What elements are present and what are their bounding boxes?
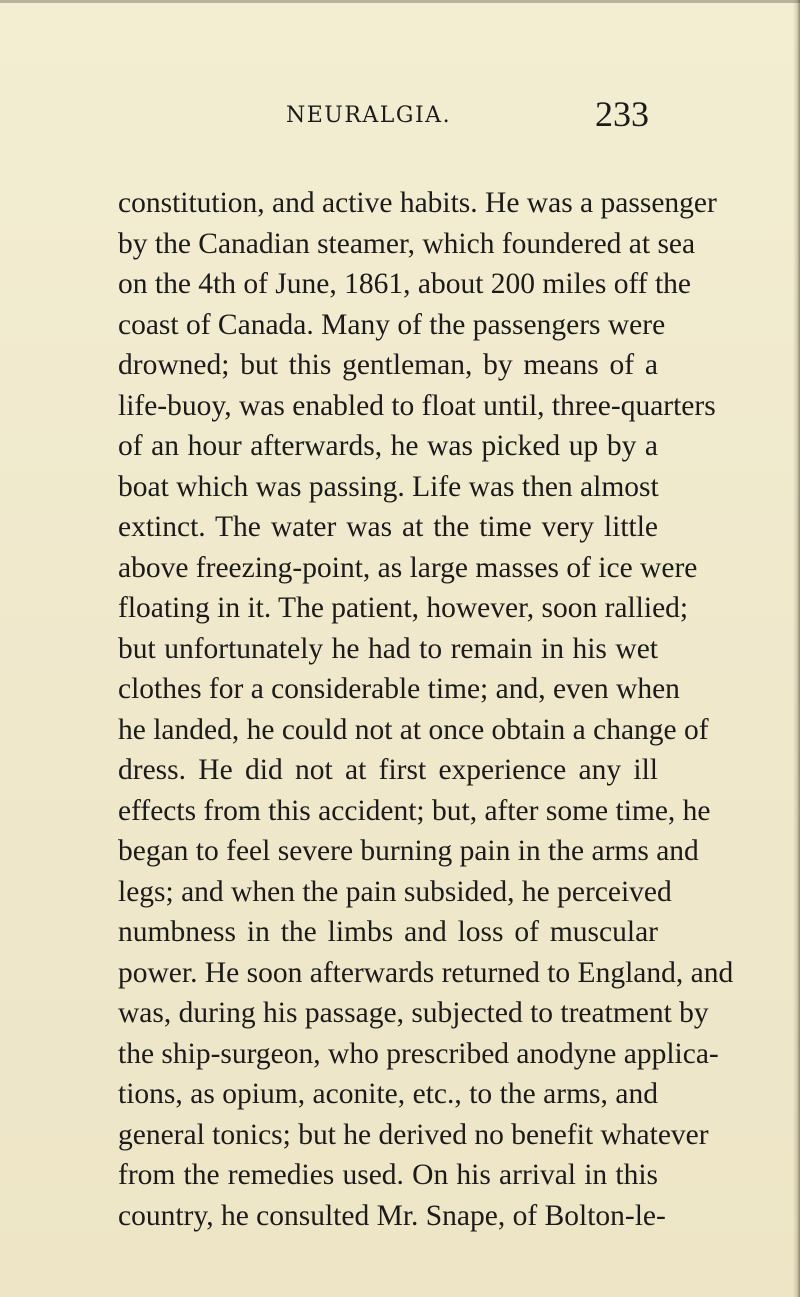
text-line: coast of Canada. Many of the passengers were bbox=[118, 308, 666, 341]
text-line: was, during his passage, subjected to treatment by bbox=[118, 997, 709, 1029]
text-line: from the remedies used. On his arrival in this bbox=[118, 1159, 658, 1191]
text-line: but unfortunately he had to remain in his wet bbox=[118, 632, 658, 665]
page-right-edge-shadow bbox=[793, 0, 800, 1297]
text-line: drowned; but this gentleman, by means of a bbox=[118, 349, 658, 381]
body-text bbox=[118, 183, 734, 1236]
running-head bbox=[0, 93, 800, 137]
text-line: power. He soon afterwards returned to England, and bbox=[118, 956, 734, 989]
text-line: the ship-surgeon, who prescribed anodyne applica- bbox=[118, 1037, 719, 1070]
text-line: extinct. The water was at the time very little bbox=[118, 511, 658, 543]
running-head-title: NEURALGIA. bbox=[286, 103, 452, 128]
text-line: general tonics; but he derived no benefit whatever bbox=[118, 1118, 709, 1151]
text-line: above freezing-point, as large masses of ice were bbox=[118, 551, 698, 584]
text-line: on the 4th of June, 1861, about 200 miles off the bbox=[118, 268, 691, 300]
text-line: numbness in the limbs and loss of muscular bbox=[118, 916, 658, 948]
text-line: boat which was passing. Life was then almost bbox=[118, 470, 659, 503]
page-number: 233 bbox=[595, 94, 649, 134]
text-line: dress. He did not at first experience any ill bbox=[118, 754, 658, 786]
text-line: began to feel severe burning pain in the arms and bbox=[118, 835, 699, 867]
text-line: of an hour afterwards, he was picked up by a bbox=[118, 430, 658, 462]
text-line: tions, as opium, aconite, etc., to the arms, and bbox=[118, 1078, 658, 1110]
text-line: clothes for a considerable time; and, even when bbox=[118, 673, 680, 705]
text-line: by the Canadian steamer, which foundered at sea bbox=[118, 227, 696, 260]
text-line: legs; and when the pain subsided, he perceived bbox=[118, 875, 672, 908]
text-line: effects from this accident; but, after some time, he bbox=[118, 794, 711, 827]
text-line: floating in it. The patient, however, soon rallied; bbox=[118, 592, 689, 624]
text-line: constitution, and active habits. He was a passenger bbox=[118, 187, 717, 219]
text-line: country, he consulted Mr. Snape, of Bolton-le- bbox=[118, 1199, 666, 1232]
text-line: life-buoy, was enabled to float until, three-quarters bbox=[118, 389, 716, 422]
page-top-edge bbox=[0, 0, 800, 3]
text-line: he landed, he could not at once obtain a change of bbox=[118, 713, 709, 746]
